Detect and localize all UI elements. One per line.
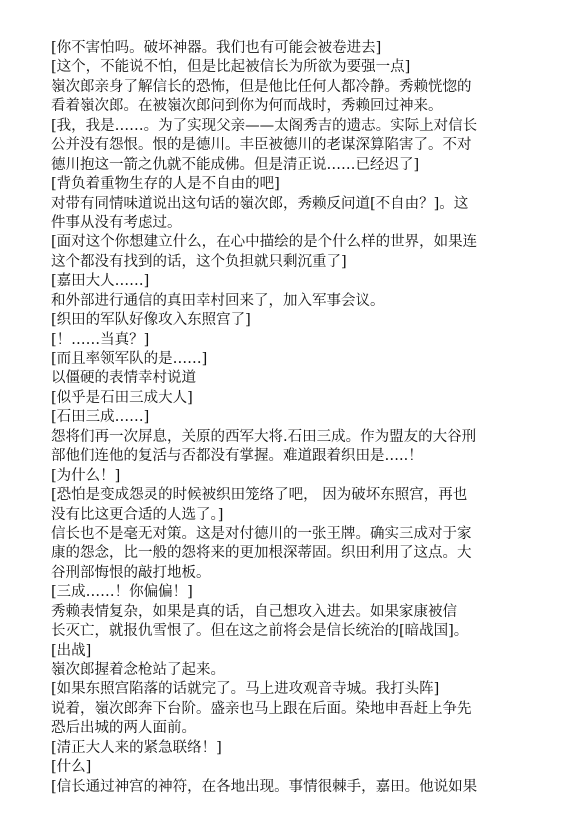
text-line: [三成……！你偏偏！]: [51, 584, 193, 601]
text-line: [如果东照宫陷落的话就完了。马上进攻观音寺城。我打头阵]: [51, 681, 440, 698]
text-line: [这个，不能说不怕，但是比起被信长为所欲为要强一点]: [51, 59, 411, 76]
text-line: [信长通过神宫的神符，在各地出现。事情很棘手，嘉田。他说如果: [51, 778, 478, 795]
text-line: 谷刑部悔恨的敲打地板。: [51, 564, 211, 581]
text-line: [嘉田大人……]: [51, 273, 150, 290]
text-line: [为什么！]: [51, 467, 121, 484]
text-line: 看着嶺次郎。在被嶺次郎问到你为何而战时，秀赖回过神来。: [51, 98, 443, 115]
text-line: [恐怕是变成怨灵的时候被织田笼络了吧， 因为破坏东照宫，再也: [51, 487, 468, 504]
text-line: [而且率领军队的是……]: [51, 351, 208, 367]
text-line: 嶺次郎握着念枪站了起来。: [51, 662, 225, 678]
text-line: 说着，嶺次郎奔下台阶。盛亲也马上跟在后面。染地申吾赶上争先: [51, 700, 472, 717]
text-line: 秀赖表情复杂，如果是真的话，自己想攻入进去。如果家康被信: [51, 603, 457, 620]
text-line: [织田的军队好像攻入东照宫了]: [51, 312, 251, 329]
text-line: 嶺次郎亲身了解信长的恐怖，但是他比任何人都冷静。秀赖恍惚的: [51, 78, 472, 95]
text-line: [！……当真？]: [51, 331, 150, 348]
text-line: 没有比这更合适的人选了。]: [51, 506, 224, 523]
text-line: 长灭亡，就报仇雪恨了。但在这之前将会是信长统治的[暗战国]。: [51, 623, 469, 640]
text-line: 公并没有怨恨。恨的是德川。丰臣被德川的老谋深算陷害了。不对: [51, 137, 472, 154]
text-line: 对带有同情味道说出这句话的嶺次郎，秀赖反问道[不自由？]。这: [51, 195, 469, 212]
text-line: [出战]: [51, 642, 92, 659]
text-line: 和外部进行通信的真田幸村回来了，加入军事会议。: [51, 292, 385, 309]
text-line: [清正大人来的紧急联络！]: [51, 739, 222, 756]
text-line: 康的怨念，比一般的怨将来的更加根深蒂固。织田利用了这点。大: [51, 545, 472, 562]
text-line: [石田三成……]: [51, 409, 150, 426]
text-line: 这个都没有找到的话，这个负担就只剩沉重了]: [51, 253, 347, 270]
text-line: [什么]: [51, 759, 92, 776]
text-line: 部他们连他的复活与否都没有掌握。难道跟着织田是…..！: [51, 448, 423, 465]
text-body: [51, 39, 537, 797]
text-line: 恐后出城的两人面前。: [51, 720, 196, 737]
text-line: 信长也不是毫无对策。这是对付德川的一张王牌。确实三成对于家: [51, 525, 472, 542]
text-line: 以僵硬的表情幸村说道: [51, 370, 196, 387]
text-line: [面对这个你想建立什么，在心中描绘的是个什么样的世界，如果连: [51, 234, 478, 251]
text-line: [你不害怕吗。破坏神器。我们也有可能会被卷进去]: [51, 40, 382, 56]
text-line: 件事从没有考虑过。: [51, 214, 182, 231]
text-line: 怨将们再一次屏息，关原的西军大将.石田三成。作为盟友的大谷刑: [51, 428, 477, 445]
text-line: [背负着重物生存的人是不自由的吧]: [51, 176, 280, 193]
text-line: [我，我是……。为了实现父亲——太阁秀吉的遗志。实际上对信长: [51, 117, 478, 134]
text-line: 德川抱这一箭之仇就不能成佛。但是清正说……已经迟了]: [51, 156, 420, 173]
text-line: [似乎是石田三成大人]: [51, 389, 193, 406]
